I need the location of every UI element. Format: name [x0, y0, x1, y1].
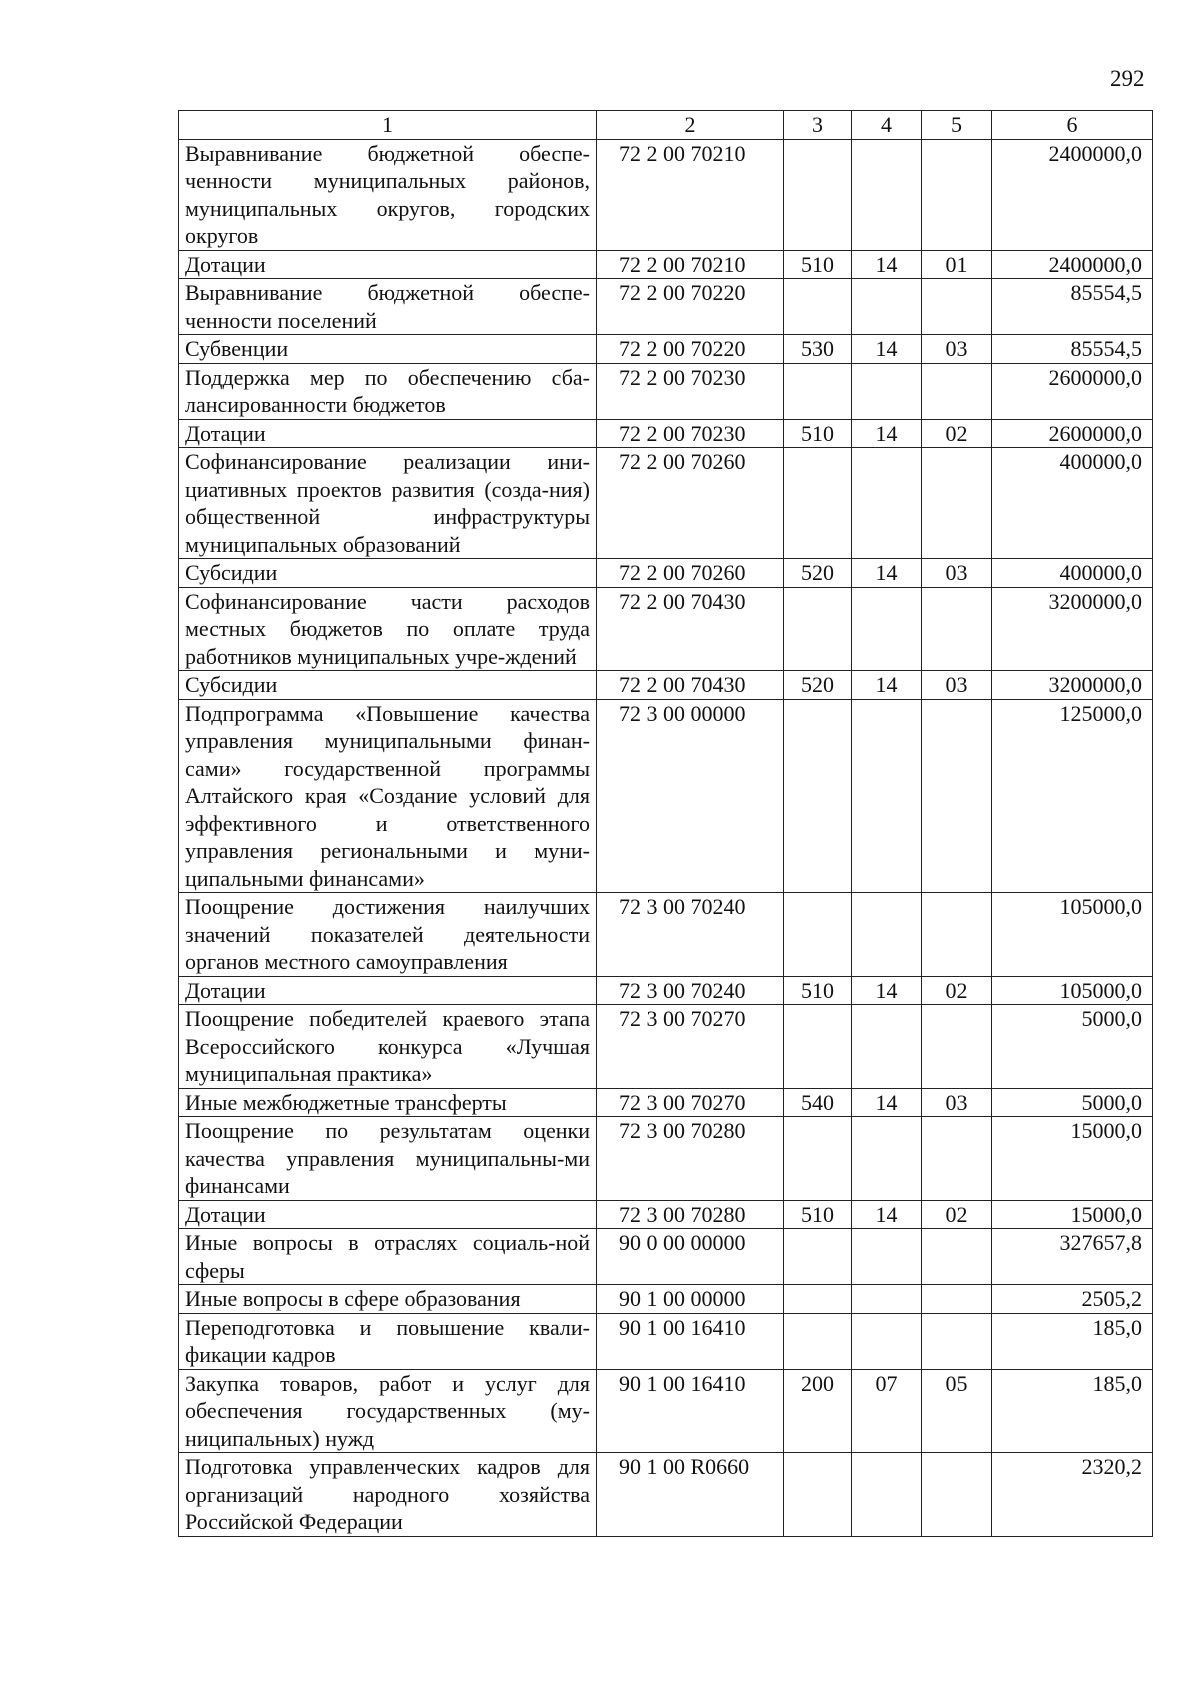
column-header: 6 [992, 111, 1153, 140]
row-col4-cell: 14 [852, 1200, 922, 1229]
table-row [179, 976, 1153, 1005]
row-col3-cell [784, 1285, 852, 1314]
table-row [179, 1005, 1153, 1089]
row-amount-cell: 85554,5 [992, 279, 1153, 335]
row-col5-cell [922, 893, 992, 977]
row-code-cell: 72 2 00 70220 [597, 335, 784, 364]
column-header: 1 [179, 111, 597, 140]
row-name-cell: Субсидии [179, 671, 597, 700]
row-col3-cell [784, 893, 852, 977]
row-name-cell: Иные вопросы в сфере образования [179, 1285, 597, 1314]
row-col4-cell: 14 [852, 250, 922, 279]
row-name-cell: Дотации [179, 250, 597, 279]
row-code-cell: 72 3 00 70270 [597, 1088, 784, 1117]
row-col3-cell [784, 448, 852, 559]
row-col4-cell [852, 448, 922, 559]
row-col5-cell [922, 1453, 992, 1537]
row-amount-cell: 400000,0 [992, 559, 1153, 588]
table-row [179, 335, 1153, 364]
row-col3-cell [784, 1005, 852, 1089]
row-col3-cell: 510 [784, 1200, 852, 1229]
row-amount-cell: 327657,8 [992, 1229, 1153, 1285]
row-col4-cell [852, 1229, 922, 1285]
row-amount-cell: 185,0 [992, 1369, 1153, 1453]
row-col3-cell: 520 [784, 559, 852, 588]
row-amount-cell: 5000,0 [992, 1088, 1153, 1117]
row-col4-cell [852, 279, 922, 335]
row-amount-cell: 5000,0 [992, 1005, 1153, 1089]
budget-table [178, 110, 1153, 1537]
row-col5-cell: 03 [922, 1088, 992, 1117]
row-col3-cell [784, 699, 852, 893]
row-col3-cell [784, 1229, 852, 1285]
row-col5-cell [922, 1285, 992, 1314]
row-col3-cell: 510 [784, 250, 852, 279]
row-name-cell: Выравнивание бюджетной обеспе-ченности муниципальных районов, муниципальных округов, городских округов [179, 139, 597, 250]
row-code-cell: 72 3 00 70240 [597, 893, 784, 977]
row-col4-cell: 14 [852, 1088, 922, 1117]
table-row [179, 1285, 1153, 1314]
row-col4-cell [852, 587, 922, 671]
row-amount-cell: 185,0 [992, 1313, 1153, 1369]
row-name-cell: Поощрение победителей краевого этапа Всероссийского конкурса «Лучшая муниципальная практика» [179, 1005, 597, 1089]
row-code-cell: 90 0 00 00000 [597, 1229, 784, 1285]
row-amount-cell: 2320,2 [992, 1453, 1153, 1537]
row-code-cell: 72 3 00 70280 [597, 1117, 784, 1201]
row-amount-cell: 2505,2 [992, 1285, 1153, 1314]
row-col3-cell: 510 [784, 976, 852, 1005]
row-col5-cell: 05 [922, 1369, 992, 1453]
row-col5-cell [922, 363, 992, 419]
column-header: 2 [597, 111, 784, 140]
table-row [179, 1117, 1153, 1201]
row-col4-cell: 14 [852, 419, 922, 448]
row-code-cell: 90 1 00 16410 [597, 1369, 784, 1453]
row-code-cell: 72 3 00 70240 [597, 976, 784, 1005]
row-code-cell: 72 3 00 00000 [597, 699, 784, 893]
table-row [179, 699, 1153, 893]
table-row [179, 363, 1153, 419]
row-amount-cell: 2400000,0 [992, 139, 1153, 250]
table-row [179, 587, 1153, 671]
row-col3-cell: 200 [784, 1369, 852, 1453]
row-name-cell: Закупка товаров, работ и услуг для обеспечения государственных (му-ниципальных) нужд [179, 1369, 597, 1453]
row-name-cell: Поддержка мер по обеспечению сба-лансированности бюджетов [179, 363, 597, 419]
row-col4-cell [852, 139, 922, 250]
table-row [179, 559, 1153, 588]
row-col4-cell [852, 1313, 922, 1369]
row-col3-cell: 530 [784, 335, 852, 364]
row-amount-cell: 2600000,0 [992, 419, 1153, 448]
row-col3-cell: 520 [784, 671, 852, 700]
row-col5-cell [922, 1313, 992, 1369]
row-col4-cell [852, 363, 922, 419]
row-code-cell: 72 2 00 70260 [597, 559, 784, 588]
table-row [179, 1200, 1153, 1229]
table-row [179, 250, 1153, 279]
row-name-cell: Выравнивание бюджетной обеспе-ченности поселений [179, 279, 597, 335]
row-col5-cell: 03 [922, 559, 992, 588]
row-col3-cell [784, 279, 852, 335]
row-col3-cell: 540 [784, 1088, 852, 1117]
table-row [179, 1229, 1153, 1285]
row-code-cell: 90 1 00 00000 [597, 1285, 784, 1314]
row-code-cell: 90 1 00 16410 [597, 1313, 784, 1369]
row-amount-cell: 400000,0 [992, 448, 1153, 559]
row-col4-cell: 14 [852, 559, 922, 588]
row-code-cell: 72 2 00 70430 [597, 671, 784, 700]
row-col3-cell: 510 [784, 419, 852, 448]
row-code-cell: 72 2 00 70220 [597, 279, 784, 335]
table-header-row [179, 111, 1153, 140]
row-col5-cell [922, 587, 992, 671]
row-col4-cell: 14 [852, 335, 922, 364]
row-col4-cell [852, 1285, 922, 1314]
row-name-cell: Дотации [179, 419, 597, 448]
row-name-cell: Субсидии [179, 559, 597, 588]
row-amount-cell: 3200000,0 [992, 671, 1153, 700]
row-code-cell: 72 2 00 70210 [597, 250, 784, 279]
page-number: 292 [1110, 66, 1145, 91]
table-row [179, 139, 1153, 250]
row-code-cell: 72 3 00 70280 [597, 1200, 784, 1229]
table-row [179, 448, 1153, 559]
row-amount-cell: 105000,0 [992, 893, 1153, 977]
row-col5-cell: 01 [922, 250, 992, 279]
row-col4-cell [852, 1005, 922, 1089]
row-col5-cell [922, 1229, 992, 1285]
row-col3-cell [784, 139, 852, 250]
row-code-cell: 72 2 00 70230 [597, 363, 784, 419]
row-amount-cell: 2400000,0 [992, 250, 1153, 279]
row-col4-cell [852, 893, 922, 977]
row-name-cell: Переподготовка и повышение квали-фикации кадров [179, 1313, 597, 1369]
row-col5-cell [922, 279, 992, 335]
table-row [179, 1088, 1153, 1117]
row-name-cell: Софинансирование части расходов местных бюджетов по оплате труда работников муниципальных учре-ждений [179, 587, 597, 671]
row-amount-cell: 15000,0 [992, 1117, 1153, 1201]
row-col5-cell [922, 1117, 992, 1201]
row-col3-cell [784, 1313, 852, 1369]
row-name-cell: Иные вопросы в отраслях социаль-ной сферы [179, 1229, 597, 1285]
row-col5-cell: 02 [922, 419, 992, 448]
row-code-cell: 72 2 00 70260 [597, 448, 784, 559]
row-col5-cell: 03 [922, 335, 992, 364]
row-name-cell: Дотации [179, 1200, 597, 1229]
table-row [179, 279, 1153, 335]
row-amount-cell: 105000,0 [992, 976, 1153, 1005]
row-col5-cell: 02 [922, 1200, 992, 1229]
table-row [179, 419, 1153, 448]
row-name-cell: Подготовка управленческих кадров для организаций народного хозяйства Российской Федерации [179, 1453, 597, 1537]
row-amount-cell: 3200000,0 [992, 587, 1153, 671]
table-row [179, 1453, 1153, 1537]
row-name-cell: Субвенции [179, 335, 597, 364]
row-name-cell: Дотации [179, 976, 597, 1005]
row-col5-cell: 03 [922, 671, 992, 700]
row-amount-cell: 125000,0 [992, 699, 1153, 893]
row-col4-cell: 07 [852, 1369, 922, 1453]
row-col3-cell [784, 363, 852, 419]
row-name-cell: Подпрограмма «Повышение качества управления муниципальными финан-сами» государственной программы Алтайского края «Создание условий для эффективного и ответственного управления региональными и муни-ципальными финансами» [179, 699, 597, 893]
row-col4-cell: 14 [852, 976, 922, 1005]
row-col5-cell [922, 1005, 992, 1089]
column-header: 5 [922, 111, 992, 140]
table-row [179, 1369, 1153, 1453]
table-row [179, 671, 1153, 700]
row-col4-cell [852, 1453, 922, 1537]
row-name-cell: Софинансирование реализации ини-циативных проектов развития (созда-ния) общественной инфраструктуры муниципальных образований [179, 448, 597, 559]
row-col4-cell: 14 [852, 671, 922, 700]
row-name-cell: Поощрение по результатам оценки качества управления муниципальны-ми финансами [179, 1117, 597, 1201]
row-code-cell: 90 1 00 R0660 [597, 1453, 784, 1537]
table-body [179, 139, 1153, 1536]
row-col5-cell [922, 699, 992, 893]
row-code-cell: 72 2 00 70430 [597, 587, 784, 671]
row-name-cell: Иные межбюджетные трансферты [179, 1088, 597, 1117]
row-code-cell: 72 2 00 70230 [597, 419, 784, 448]
row-col5-cell [922, 448, 992, 559]
row-amount-cell: 2600000,0 [992, 363, 1153, 419]
table-row [179, 893, 1153, 977]
row-col5-cell: 02 [922, 976, 992, 1005]
row-col3-cell [784, 1453, 852, 1537]
row-name-cell: Поощрение достижения наилучших значений показателей деятельности органов местного самоуправления [179, 893, 597, 977]
table-row [179, 1313, 1153, 1369]
column-header: 3 [784, 111, 852, 140]
row-amount-cell: 85554,5 [992, 335, 1153, 364]
row-col4-cell [852, 699, 922, 893]
row-col3-cell [784, 587, 852, 671]
row-amount-cell: 15000,0 [992, 1200, 1153, 1229]
row-col5-cell [922, 139, 992, 250]
row-code-cell: 72 2 00 70210 [597, 139, 784, 250]
column-header: 4 [852, 111, 922, 140]
row-col4-cell [852, 1117, 922, 1201]
row-col3-cell [784, 1117, 852, 1201]
row-code-cell: 72 3 00 70270 [597, 1005, 784, 1089]
